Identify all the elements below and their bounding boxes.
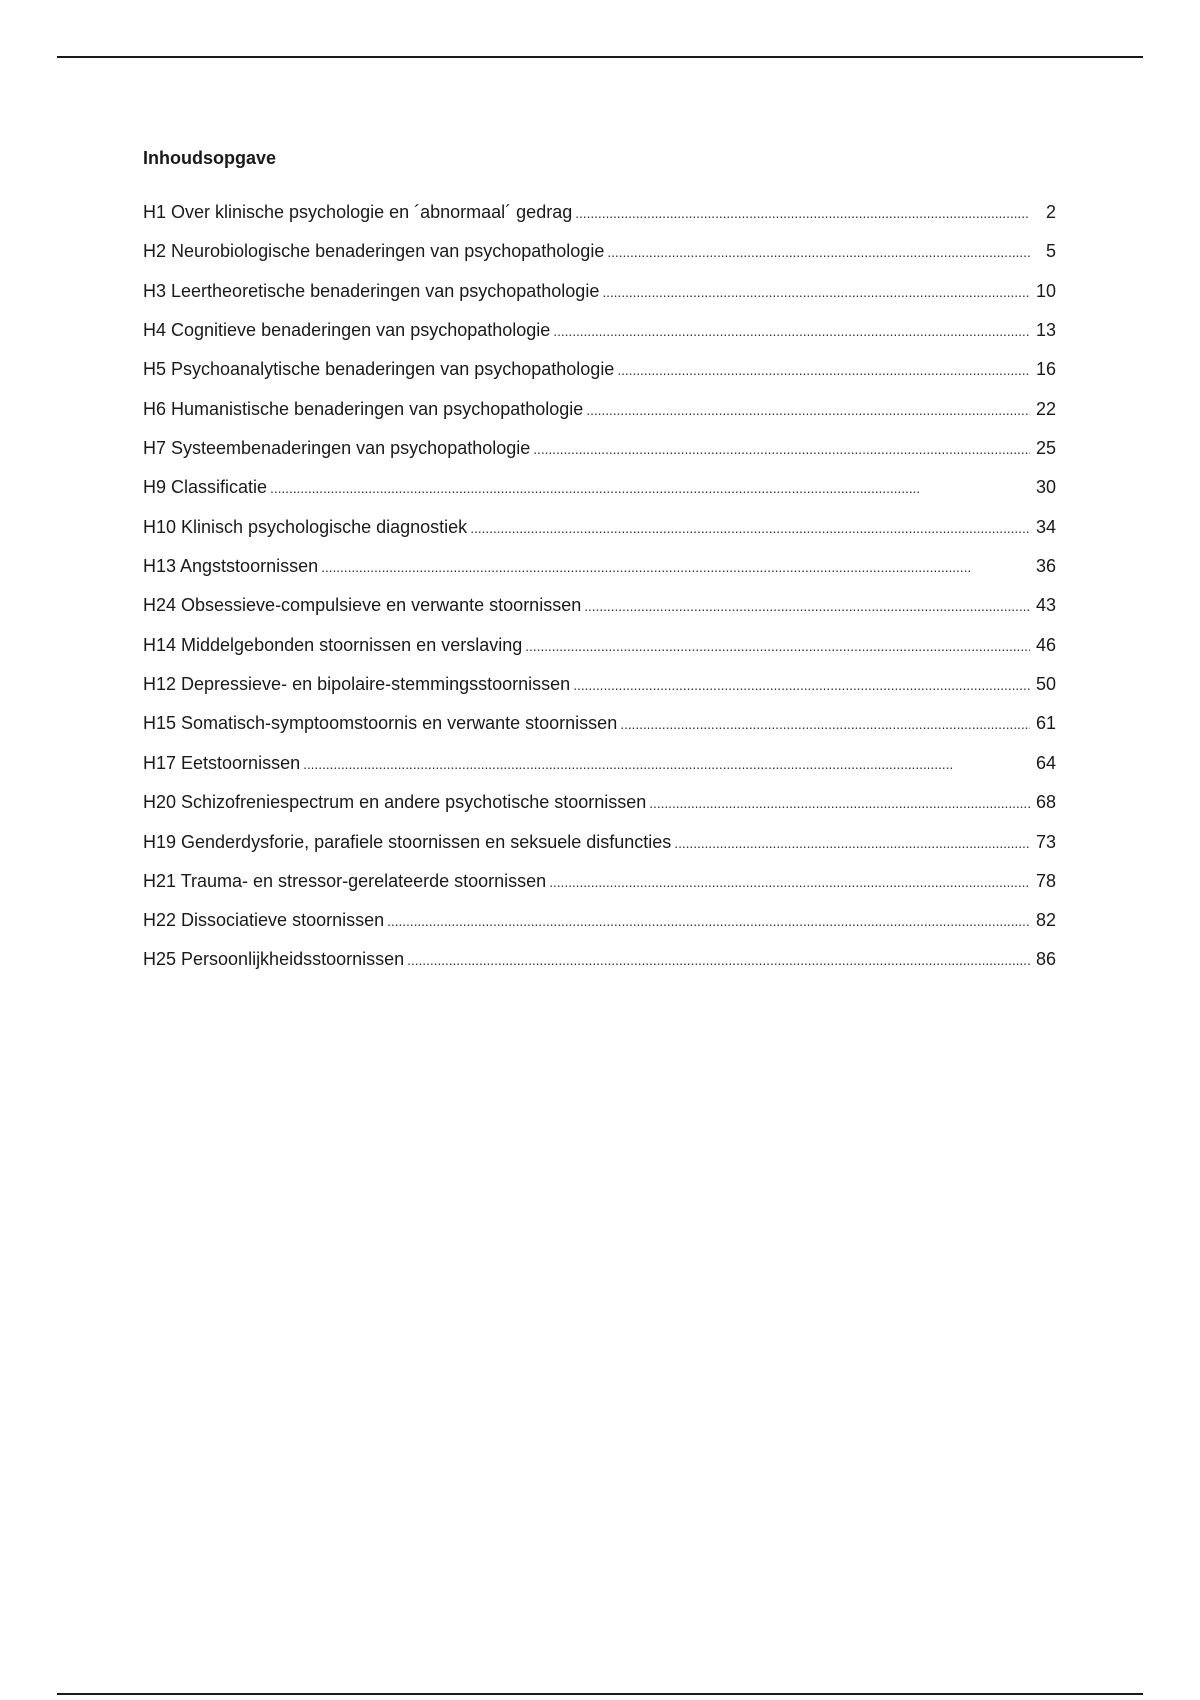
toc-list [143, 201, 1056, 988]
toc-entry[interactable] [143, 712, 1056, 751]
toc-entry-label: H2 Neurobiologische benaderingen van psychopathologie [143, 241, 605, 262]
toc-entry-page: 68 [1035, 792, 1056, 813]
toc-entry-label: H25 Persoonlijkheidsstoornissen [143, 949, 405, 970]
toc-entry[interactable] [143, 909, 1056, 948]
toc-entry[interactable] [143, 673, 1056, 712]
toc-entry-label: H14 Middelgebonden stoornissen en verslaving [143, 634, 523, 655]
toc-entry-page: 5 [1045, 241, 1056, 262]
toc-entry-label: H7 Systeembenaderingen van psychopathologie [143, 438, 531, 459]
toc-entry[interactable] [143, 594, 1056, 633]
toc-entry[interactable] [143, 634, 1056, 673]
toc-entry-label: H4 Cognitieve benaderingen van psychopathologie [143, 319, 551, 340]
toc-entry[interactable] [143, 752, 1056, 791]
toc-entry-label: H17 Eetstoornissen [143, 752, 301, 773]
toc-entry[interactable] [143, 280, 1056, 319]
dot-leader [533, 438, 1030, 460]
toc-entry-label: H1 Over klinische psychologie en ´abnormaal´ gedrag [143, 202, 573, 222]
toc-entry-label: H15 Somatisch-symptoomstoornis en verwante stoornissen [143, 713, 618, 734]
toc-entry-label: H20 Schizofreniespectrum en andere psychotische stoornissen [143, 792, 647, 813]
dot-leader [407, 949, 1030, 971]
toc-entry[interactable] [143, 319, 1056, 358]
toc-entry-page: 16 [1035, 359, 1056, 380]
toc-entry-label: H9 Classificatie [143, 477, 268, 498]
header-rule [57, 56, 1143, 58]
toc-entry[interactable] [143, 870, 1056, 909]
toc-entry-page: 10 [1035, 280, 1056, 301]
toc-entry-page: 43 [1035, 595, 1056, 616]
toc-entry-page: 46 [1035, 634, 1056, 655]
toc-entry-label: H24 Obsessieve-compulsieve en verwante stoornissen [143, 595, 582, 616]
dot-leader [620, 713, 1030, 735]
dot-leader [674, 832, 1030, 854]
dot-leader [525, 635, 1030, 657]
dot-leader [549, 871, 1030, 893]
dot-leader [470, 517, 1030, 539]
dot-leader [321, 556, 1030, 578]
toc-entry-page: 64 [1035, 752, 1056, 773]
toc-entry-page: 86 [1035, 949, 1056, 970]
dot-leader [602, 281, 1030, 303]
dot-leader [575, 202, 1030, 224]
toc-entry[interactable] [143, 476, 1056, 515]
toc-entry-page: 36 [1035, 556, 1056, 577]
toc-entry[interactable] [143, 555, 1056, 594]
footer-rule [57, 1693, 1143, 1695]
toc-entry[interactable] [143, 240, 1056, 279]
toc-entry-page: 13 [1035, 319, 1056, 340]
toc-entry[interactable] [143, 201, 1056, 240]
toc-entry-label: H21 Trauma- en stressor-gerelateerde stoornissen [143, 870, 547, 891]
toc-entry-page: 73 [1035, 831, 1056, 852]
dot-leader [270, 477, 1030, 499]
toc-entry[interactable] [143, 516, 1056, 555]
toc-entry-page: 78 [1035, 870, 1056, 891]
toc-entry-page: 34 [1035, 516, 1056, 537]
toc-entry-page: 30 [1035, 477, 1056, 498]
dot-leader [649, 792, 1030, 814]
toc-entry-page: 50 [1035, 674, 1056, 695]
toc-entry[interactable] [143, 831, 1056, 870]
toc-entry-page: 22 [1035, 398, 1056, 419]
toc-entry-label: H10 Klinisch psychologische diagnostiek [143, 516, 468, 537]
dot-leader [573, 674, 1030, 696]
toc-entry-page: 61 [1035, 713, 1056, 734]
toc-entry[interactable] [143, 791, 1056, 830]
toc-entry-page: 25 [1035, 438, 1056, 459]
toc-heading: Inhoudsopgave [143, 148, 277, 168]
toc-entry-page: 82 [1035, 910, 1056, 931]
toc-entry[interactable] [143, 358, 1056, 397]
table-of-contents [143, 140, 1056, 988]
toc-entry-label: H13 Angststoornissen [143, 556, 319, 577]
toc-entry[interactable] [143, 398, 1056, 437]
toc-entry-label: H19 Genderdysforie, parafiele stoornissen en seksuele disfuncties [143, 831, 672, 852]
toc-entry[interactable] [143, 948, 1056, 987]
dot-leader [607, 241, 1030, 263]
toc-entry-label: H3 Leertheoretische benaderingen van psychopathologie [143, 280, 600, 301]
toc-entry[interactable] [143, 437, 1056, 476]
dot-leader [553, 320, 1030, 342]
dot-leader [387, 910, 1030, 932]
toc-entry-label: H12 Depressieve- en bipolaire-stemmingsstoornissen [143, 674, 571, 695]
toc-entry-page: 2 [1045, 202, 1056, 222]
dot-leader [303, 753, 1030, 775]
toc-entry-label: H5 Psychoanalytische benaderingen van psychopathologie [143, 359, 615, 380]
toc-entry-label: H22 Dissociatieve stoornissen [143, 910, 385, 931]
toc-entry-label: H6 Humanistische benaderingen van psychopathologie [143, 398, 584, 419]
dot-leader [586, 399, 1030, 421]
dot-leader [617, 359, 1030, 381]
dot-leader [584, 595, 1030, 617]
